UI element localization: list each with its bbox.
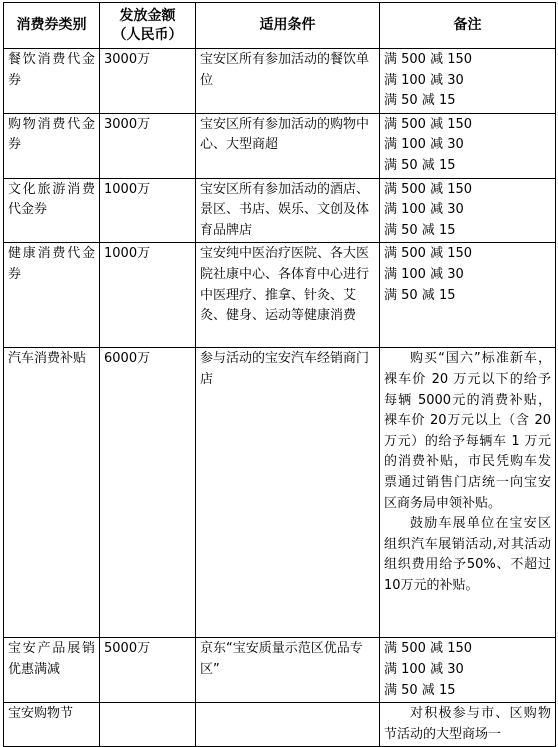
note-line: 满 100 减 30 xyxy=(384,72,464,88)
note-line: 满 500 减 150 xyxy=(384,641,473,657)
cell-conditions: 宝安纯中医治疗医院、各大医院社康中心、各体育中心进行中医理疗、推拿、针灸、艾灸、健身、运动等健康消费 xyxy=(196,243,380,348)
cell-type: 宝安购物节 xyxy=(4,703,100,747)
cell-notes xyxy=(380,178,556,243)
cell-notes xyxy=(380,243,556,348)
note-line: 满 50 减 15 xyxy=(384,222,456,238)
note-line: 满 50 减 15 xyxy=(384,287,456,303)
cell-notes xyxy=(380,703,556,747)
cell-amount: 6000万 xyxy=(100,348,196,638)
cell-amount: 1000万 xyxy=(100,178,196,243)
cell-conditions xyxy=(196,703,380,747)
cell-type: 餐饮消费代金券 xyxy=(4,49,100,114)
cell-type: 购物消费代金券 xyxy=(4,113,100,178)
cell-amount: 1000万 xyxy=(100,243,196,348)
table-row xyxy=(4,49,556,114)
cell-conditions: 宝安区所有参加活动的购物中心、大型商超 xyxy=(196,113,380,178)
header-amount xyxy=(100,3,196,49)
note-paragraph: 购买“国六”标准新车，裸车价 20 万元以下的给予每辆 5000元的消费补贴，裸车价 20万元以上（含 20万元）的给予每辆车 1 万元的消费补贴，市民凭购车发票通过销售门店统一向宝安区商务局申领补贴。 xyxy=(384,351,551,511)
header-notes: 备注 xyxy=(380,3,556,49)
note-paragraph: 对积极参与市、区购物节活动的大型商场一 xyxy=(384,706,551,742)
note-line: 满 50 减 15 xyxy=(384,682,456,698)
cell-type: 汽车消费补贴 xyxy=(4,348,100,638)
note-line: 满 100 减 30 xyxy=(384,202,464,218)
header-amount-line1: 发放金额 xyxy=(119,7,176,24)
note-line: 满 100 减 30 xyxy=(384,266,464,282)
header-amount-line2: （人民币） xyxy=(112,26,183,43)
note-line: 满 100 减 30 xyxy=(384,137,464,153)
cell-conditions: 京东“宝安质量示范区优品专区” xyxy=(196,638,380,703)
cell-type: 宝安产品展销优惠满减 xyxy=(4,638,100,703)
table-row xyxy=(4,703,556,747)
note-line: 满 100 减 30 xyxy=(384,661,464,677)
cell-amount: 3000万 xyxy=(100,49,196,114)
cell-conditions: 宝安区所有参加活动的餐饮单位 xyxy=(196,49,380,114)
voucher-table xyxy=(3,2,556,747)
note-line: 满 500 减 150 xyxy=(384,52,473,67)
cell-type: 健康消费代金券 xyxy=(4,243,100,348)
table-row xyxy=(4,178,556,243)
cell-notes xyxy=(380,348,556,638)
note-line: 满 500 减 150 xyxy=(384,116,473,132)
cell-amount: 5000万 xyxy=(100,638,196,703)
note-paragraph: 鼓励车展单位在宝安区组织汽车展销活动,对其活动组织费用给予50%、不超过 10万元的补贴。 xyxy=(384,516,551,593)
header-conditions: 适用条件 xyxy=(196,3,380,49)
cell-amount: 3000万 xyxy=(100,113,196,178)
note-line: 满 500 减 150 xyxy=(384,246,473,262)
note-line: 满 50 减 15 xyxy=(384,157,456,173)
cell-conditions: 参与活动的宝安汽车经销商门店 xyxy=(196,348,380,638)
cell-amount xyxy=(100,703,196,747)
table-row xyxy=(4,113,556,178)
cell-notes xyxy=(380,638,556,703)
note-line: 满 50 减 15 xyxy=(384,93,456,109)
table-row xyxy=(4,348,556,638)
note-line: 满 500 减 150 xyxy=(384,181,473,197)
cell-type: 文化旅游消费代金券 xyxy=(4,178,100,243)
cell-notes xyxy=(380,113,556,178)
cell-conditions: 宝安区所有参加活动的酒店、景区、书店、娱乐、文创及体育品牌店 xyxy=(196,178,380,243)
table-header-row xyxy=(4,3,556,49)
header-type: 消费券类别 xyxy=(4,3,100,49)
table-row xyxy=(4,638,556,703)
cell-notes xyxy=(380,49,556,114)
table-row xyxy=(4,243,556,348)
